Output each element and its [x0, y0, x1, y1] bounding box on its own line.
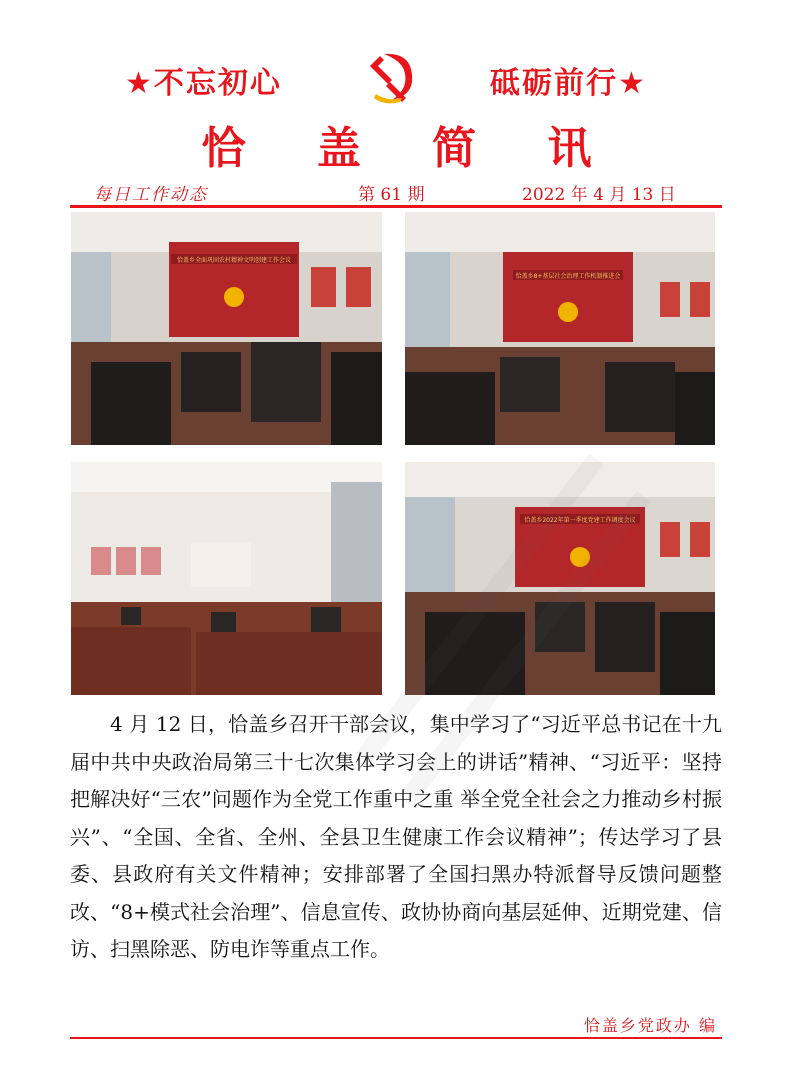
meeting-photo-1 — [71, 212, 382, 445]
editor-credit: 恰盖乡党政办 编 — [583, 1016, 717, 1035]
header-divider — [70, 205, 722, 208]
slogan-right: 砥砺前行★ — [490, 66, 647, 101]
issue-date: 2022 年 4 月 13 日 — [522, 185, 676, 205]
issue-number: 第 61 期 — [358, 185, 425, 205]
photo-4-banner: 恰盖乡2022年第一季度党建工作调度会议 — [524, 517, 636, 524]
photo-1-banner: 恰盖乡全面巩固农村精神文明创建工作会议 — [176, 257, 292, 264]
slogan-left: ★不忘初心 — [125, 66, 282, 101]
footer-divider — [70, 1037, 722, 1039]
photo-2-banner: 恰盖乡8+基层社会治理工作机制推进会 — [515, 273, 621, 280]
meeting-photo-4 — [405, 462, 715, 695]
article-body: 4 月 12 日，恰盖乡召开干部会议，集中学习了“习近平总书记在十九届中共中央政治局第三十七次集体学习会上的讲话”精神、“习近平：坚持把解决好“三农”问题作为全党工作重中之重 举全党全社会之力推动乡村振兴”、“全国、全省、全州、全县卫生健康工作会议精神”；传达学习了县委、县政府有关文件精神；安排部署了全国扫黑办特派督导反馈问题整改、“8+模式社会治理”、信息宣传、政协协商向基层延伸、近期党建、信访、扫黑除恶、防电诈等重点工作。 — [70, 712, 722, 961]
meeting-photo-2 — [405, 212, 715, 445]
meeting-photo-3 — [71, 462, 382, 695]
column-label: 每日工作动态 — [94, 185, 208, 205]
party-emblem-icon — [362, 44, 426, 108]
bulletin-title: 恰 盖 简 讯 — [201, 123, 620, 174]
